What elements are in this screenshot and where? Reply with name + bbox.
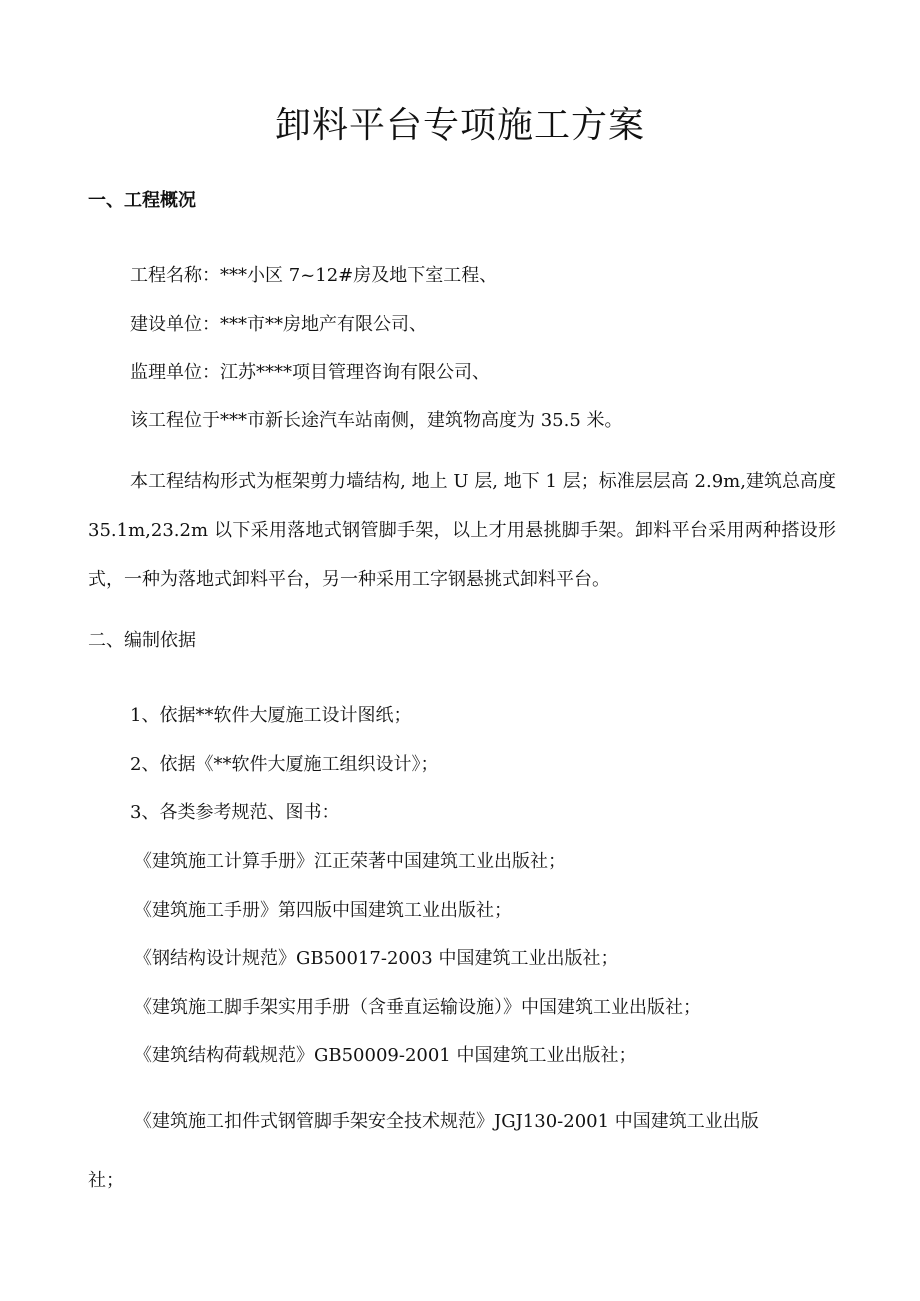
reference-item-5: 《建筑结构荷载规范》GB50009-2001 中国建筑工业出版社；	[134, 1045, 637, 1066]
section-heading-basis: 二、编制依据	[88, 630, 196, 651]
basis-item-3: 3、各类参考规范、图书：	[130, 802, 340, 823]
section-heading-overview: 一、工程概况	[88, 190, 196, 211]
structure-paragraph: 本工程结构形式为框架剪力墙结构, 地上 U 层, 地下 1 层；标准层层高 2.9m,建筑总高度 35.1m,23.2m 以下采用落地式钢管脚手架，以上才用悬挑脚手架。卸料平台采用两种搭设形式，一种为落地式卸料平台，另一种采用工字钢悬挑式卸料平台。	[88, 471, 836, 590]
reference-item-6: 《建筑施工扣件式钢管脚手架安全技术规范》JGJ130-2001 中国建筑工业出版社；	[88, 1111, 759, 1191]
reference-item-3: 《钢结构设计规范》GB50017-2003 中国建筑工业出版社；	[134, 948, 619, 969]
reference-item-4: 《建筑施工脚手架实用手册（含垂直运输设施）》中国建筑工业出版社；	[134, 997, 701, 1018]
supervisor-line: 监理单位：江苏****项目管理咨询有限公司、	[130, 362, 490, 383]
location-line: 该工程位于***市新长途汽车站南侧，建筑物高度为 35.5 米。	[130, 410, 623, 431]
basis-item-1: 1、依据**软件大厦施工设计图纸；	[130, 705, 412, 726]
reference-item-2: 《建筑施工手册》第四版中国建筑工业出版社；	[134, 900, 512, 921]
project-name-line: 工程名称：***小区 7~12#房及地下室工程、	[130, 265, 498, 286]
basis-item-2: 2、依据《**软件大厦施工组织设计》；	[130, 754, 439, 775]
reference-item-1: 《建筑施工计算手册》江正荣著中国建筑工业出版社；	[134, 851, 566, 872]
document-title: 卸料平台专项施工方案	[274, 105, 645, 146]
developer-line: 建设单位：***市**房地产有限公司、	[130, 314, 427, 335]
